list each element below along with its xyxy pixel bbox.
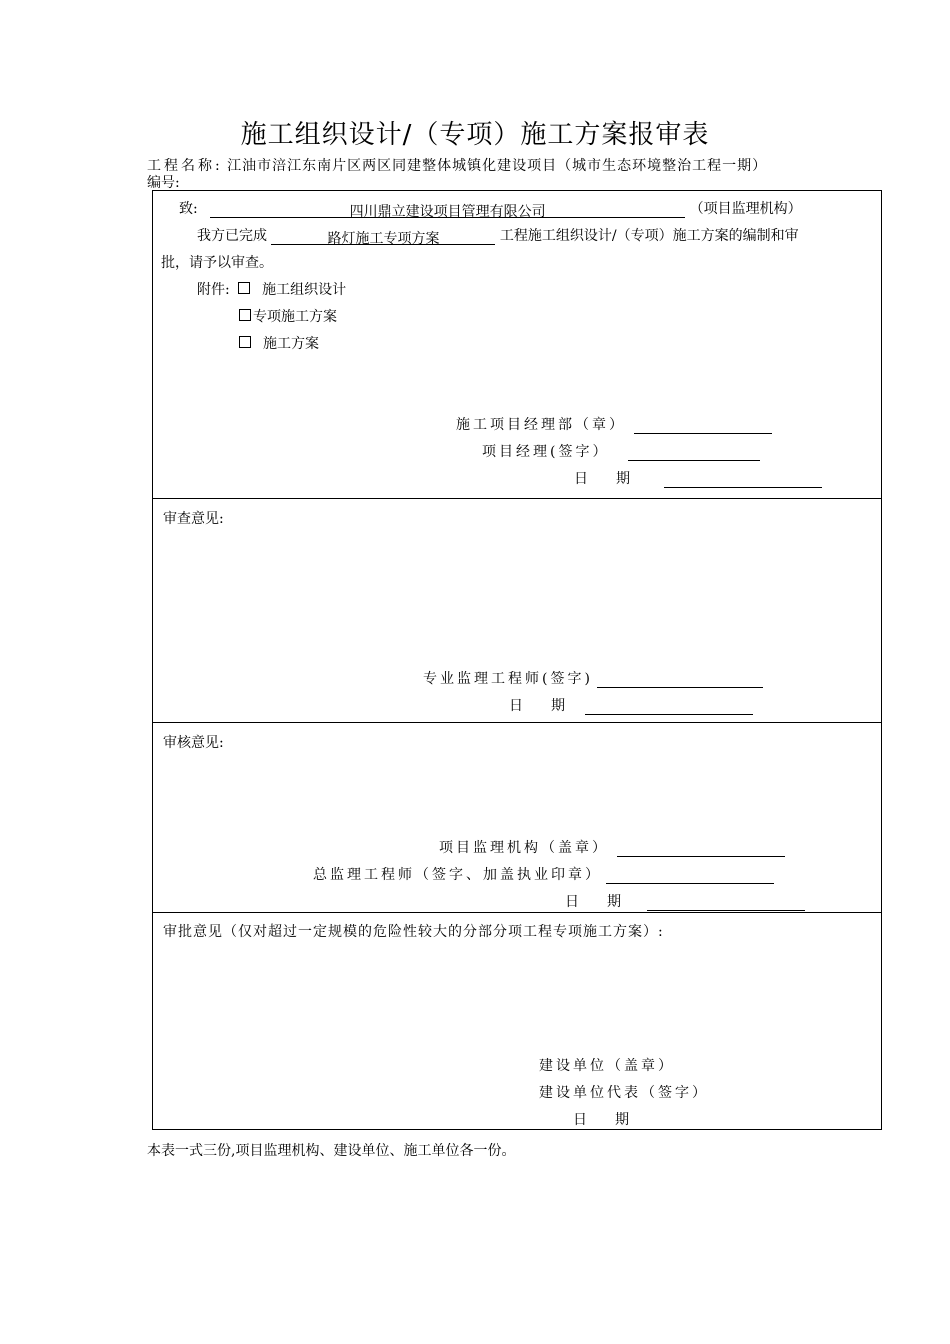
to-row	[179, 198, 802, 218]
chief-sign-field[interactable]	[606, 867, 774, 884]
project-name-label: 工程名称:	[147, 158, 223, 174]
rep-sign-text: 建设单位代表（签字）	[539, 1085, 709, 1101]
approval-form-table	[152, 190, 882, 1130]
body-suffix: 工程施工组织设计/（专项）施工方案的编制和审	[499, 228, 799, 244]
manager-sign-field[interactable]	[628, 444, 760, 461]
to-label: 致:	[179, 201, 198, 217]
project-name-row	[147, 155, 767, 175]
manager-sign-row	[482, 441, 760, 461]
unit-seal-text: 建设单位（盖章）	[539, 1058, 675, 1074]
row-divider	[153, 912, 881, 913]
date-field[interactable]	[664, 471, 822, 488]
audit-title: 审核意见:	[163, 735, 224, 751]
attachment-label: 施工组织设计	[262, 282, 347, 298]
date-row-3	[565, 891, 805, 911]
attachment-row-1	[197, 279, 346, 299]
footer-note: 本表一式三份,项目监理机构、建设单位、施工单位各一份。	[147, 1143, 516, 1159]
checkbox[interactable]	[239, 309, 251, 321]
attachment-row-2	[239, 306, 337, 326]
row-divider	[153, 498, 881, 499]
to-suffix: （项目监理机构）	[689, 201, 802, 217]
to-field[interactable]	[210, 201, 685, 218]
project-name-value: 江油市涪江东南片区两区同建整体城镇化建设项目（城市生态环境整治工程一期）	[227, 158, 768, 174]
checkbox[interactable]	[239, 336, 251, 348]
body-line2: 批，请予以审查。	[161, 255, 273, 271]
engineer-sign-row	[423, 668, 763, 688]
manager-sign-label: 项目经理(签字）	[482, 444, 610, 460]
unit-seal-label	[539, 1055, 675, 1075]
date-label: 日 期	[565, 894, 621, 910]
dept-sign-field[interactable]	[634, 417, 772, 434]
body-row	[197, 225, 799, 245]
engineer-sign-field[interactable]	[597, 671, 763, 688]
to-value: 四川鼎立建设项目管理有限公司	[349, 204, 546, 220]
plan-name-field[interactable]	[271, 228, 495, 245]
dept-sign-row	[456, 414, 772, 434]
org-seal-label: 项目监理机构（盖章）	[439, 840, 609, 856]
approval-title	[163, 921, 664, 941]
chief-sign-label: 总监理工程师（签字、加盖执业印章）	[313, 867, 602, 883]
review-title: 审查意见:	[163, 511, 224, 527]
attachment-label: 专项施工方案	[253, 309, 337, 325]
date-label: 日 期	[573, 1112, 629, 1128]
date-label: 日 期	[574, 471, 630, 487]
approval-title-text: 审批意见（仅对超过一定规模的危险性较大的分部分项工程专项施工方案）:	[163, 924, 664, 940]
org-seal-field[interactable]	[617, 840, 785, 857]
date-row-4	[573, 1109, 629, 1129]
page-title: 施工组织设计/（专项）施工方案报审表	[240, 120, 710, 150]
plan-name-value: 路灯施工专项方案	[327, 231, 440, 247]
attachment-row-3	[239, 333, 319, 353]
chief-sign-row	[313, 864, 774, 884]
date-field[interactable]	[585, 698, 753, 715]
row-divider	[153, 722, 881, 723]
dept-sign-label: 施工项目经理部（章）	[456, 417, 626, 433]
date-row-1	[574, 468, 822, 488]
number-label: 编号:	[147, 175, 180, 191]
attachment-label: 施工方案	[263, 336, 319, 352]
attach-label: 附件:	[197, 282, 230, 298]
engineer-sign-label: 专业监理工程师(签字)	[423, 671, 593, 687]
checkbox[interactable]	[238, 282, 250, 294]
date-field[interactable]	[647, 894, 805, 911]
date-label: 日 期	[509, 698, 565, 714]
rep-sign-label	[539, 1082, 709, 1102]
date-row-2	[509, 695, 753, 715]
org-seal-row	[439, 837, 785, 857]
body-prefix: 我方已完成	[197, 228, 267, 244]
